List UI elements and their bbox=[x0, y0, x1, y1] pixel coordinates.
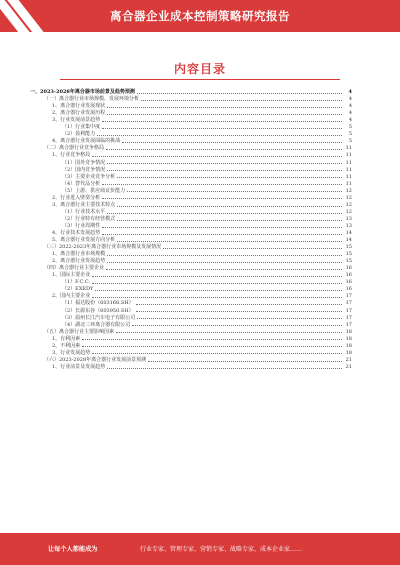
toc-entry-title: （2）盈利能力 bbox=[62, 131, 96, 138]
toc-entry[interactable] bbox=[0, 201, 400, 208]
toc-page-number: 15 bbox=[345, 244, 352, 251]
toc-divider bbox=[60, 79, 340, 80]
toc-entry[interactable] bbox=[0, 187, 400, 194]
toc-leader-dots bbox=[107, 114, 342, 115]
toc-leader-dots bbox=[102, 198, 342, 199]
toc-leader-dots bbox=[136, 311, 342, 312]
toc-leader-dots bbox=[137, 93, 342, 94]
toc-page-number: 12 bbox=[345, 201, 352, 208]
toc-entry-title: （3）主要企业竞争分析 bbox=[62, 173, 116, 180]
toc-entry-title: 1、离合器行业发展现状 bbox=[52, 103, 106, 110]
toc-leader-dots bbox=[102, 234, 342, 235]
toc-page-number: 21 bbox=[345, 363, 352, 370]
toc-entry-title: 1、有利因素 bbox=[52, 335, 81, 342]
toc-entry-title: 2、离合器行业发展历程 bbox=[52, 110, 106, 117]
toc-page-number: 12 bbox=[345, 194, 352, 201]
toc-entry[interactable] bbox=[0, 158, 400, 165]
toc-page-number: 18 bbox=[345, 335, 352, 342]
toc-page-number: 13 bbox=[345, 222, 352, 229]
toc-page-number: 16 bbox=[345, 272, 352, 279]
toc-entry-title: 4、行业技术发展趋势 bbox=[52, 229, 101, 236]
toc-entry-title: 1、行业前景及发展趋势 bbox=[52, 363, 106, 370]
toc-leader-dots bbox=[107, 368, 342, 369]
toc-entry[interactable] bbox=[0, 102, 400, 109]
toc-entry-title: （2）EXEDY bbox=[62, 286, 94, 293]
toc-entry[interactable] bbox=[0, 356, 400, 363]
toc-page-number: 4 bbox=[348, 89, 352, 96]
toc-entry[interactable] bbox=[0, 342, 400, 349]
toc-entry-title: （1）F.C.C. bbox=[62, 279, 90, 286]
toc-entry[interactable] bbox=[0, 292, 400, 299]
toc-leader-dots bbox=[82, 339, 342, 340]
toc-leader-dots bbox=[107, 255, 342, 256]
footer-roles: 行业专家、管理专家、营销专家、战略专家、成本企业家…… bbox=[140, 546, 303, 553]
toc-leader-dots bbox=[102, 128, 342, 129]
toc-entry-title: （二）离合器行业竞争格局 bbox=[44, 145, 105, 152]
toc-leader-dots bbox=[117, 241, 342, 242]
toc-heading: 内容目录 bbox=[173, 62, 226, 76]
toc-page-number: 18 bbox=[345, 342, 352, 349]
toc-entry-title: 1、国际主要企业 bbox=[52, 272, 91, 279]
toc-entry[interactable] bbox=[0, 95, 400, 102]
toc-leader-dots bbox=[107, 262, 342, 263]
toc-entry-title: （2）国内竞争情况 bbox=[62, 166, 106, 173]
toc-page-number: 5 bbox=[348, 138, 352, 145]
toc-leader-dots bbox=[107, 213, 342, 214]
toc-entry[interactable] bbox=[0, 166, 400, 173]
report-title: 离合器企业成本控制策略研究报告 bbox=[110, 9, 290, 23]
toc-leader-dots bbox=[92, 297, 342, 298]
toc-page-number: 4 bbox=[348, 96, 352, 103]
toc-page-number: 17 bbox=[345, 300, 352, 307]
toc-entry-title: 3、离合器行业主要技术特点 bbox=[52, 201, 116, 208]
toc-entry-title: （1）福达股份（603166.SH） bbox=[62, 300, 134, 307]
toc-page-number: 4 bbox=[348, 110, 352, 117]
toc-leader-dots bbox=[102, 184, 342, 185]
toc-entry[interactable] bbox=[0, 335, 400, 342]
toc-entry-title: （五）离合器行业主要影响因素 bbox=[44, 328, 115, 335]
toc-page-number: 4 bbox=[348, 117, 352, 124]
toc-entry-title: 2、离合器行业发展趋势 bbox=[52, 258, 106, 265]
toc-entry-title: 3、行业发展趋势 bbox=[52, 349, 91, 356]
toc-page-number: 17 bbox=[345, 321, 352, 328]
toc-entry-title: （3）行业周期性 bbox=[62, 222, 101, 229]
toc-page-number: 12 bbox=[345, 187, 352, 194]
toc-page-number: 16 bbox=[345, 265, 352, 272]
footer-slogan: 让每个人都能成为 bbox=[48, 546, 98, 553]
toc-entry[interactable] bbox=[0, 144, 400, 151]
toc-leader-dots bbox=[97, 135, 342, 136]
toc-leader-dots bbox=[102, 121, 342, 122]
toc-page-number: 5 bbox=[348, 124, 352, 131]
toc-page-number: 17 bbox=[345, 314, 352, 321]
toc-entry[interactable] bbox=[0, 208, 400, 215]
toc-entry-title: （1）行业技术水平 bbox=[62, 208, 106, 215]
toc-entry-title: （1）国外竞争情况 bbox=[62, 159, 106, 166]
toc-entry-title: 2、行业进入壁垒分析 bbox=[52, 194, 101, 201]
toc-entry[interactable] bbox=[0, 264, 400, 271]
toc-entry[interactable] bbox=[0, 109, 400, 116]
toc-leader-dots bbox=[117, 177, 342, 178]
toc-leader-dots bbox=[122, 142, 342, 143]
toc-leader-dots bbox=[92, 283, 342, 284]
toc-entry-title: （六）2023-2028年离合器行业发展前景预测 bbox=[44, 356, 147, 363]
toc-leader-dots bbox=[127, 191, 342, 192]
toc-leader-dots bbox=[82, 346, 342, 347]
toc-entry-title: （三）2022-2023年离合器行业市场规模及发展情况 bbox=[44, 244, 162, 251]
toc-entry[interactable] bbox=[0, 328, 400, 335]
toc-leader-dots bbox=[116, 332, 342, 333]
toc-page-number: 16 bbox=[345, 279, 352, 286]
toc-entry[interactable] bbox=[0, 123, 400, 130]
toc-entry[interactable] bbox=[0, 349, 400, 356]
toc-page-number: 11 bbox=[345, 180, 352, 187]
toc-entry-title: 4、离合器行业发展面临的挑战 bbox=[52, 138, 121, 145]
toc-leader-dots bbox=[92, 156, 342, 157]
toc-entry[interactable] bbox=[0, 250, 400, 257]
toc-leader-dots bbox=[107, 163, 342, 164]
toc-leader-dots bbox=[95, 290, 342, 291]
toc-entry[interactable] bbox=[0, 151, 400, 158]
toc-entry-title: 1、行业竞争格局 bbox=[52, 152, 91, 159]
toc-page-number: 14 bbox=[345, 237, 352, 244]
toc-entry-title: （四）离合器行业主要企业 bbox=[44, 265, 105, 272]
toc-entry[interactable] bbox=[0, 314, 400, 321]
toc-entry-title: 1、离合器行业市场规模 bbox=[52, 251, 106, 258]
toc-leader-dots bbox=[117, 206, 342, 207]
toc-leader-dots bbox=[132, 325, 342, 326]
toc-entry-title: 5、离合器行业发展方向分析 bbox=[52, 237, 116, 244]
toc-entry[interactable] bbox=[0, 278, 400, 285]
toc-page-number: 16 bbox=[345, 286, 352, 293]
toc-entry-title: 一、2023-2028年离合器市场前景及趋势预测 bbox=[30, 89, 135, 96]
toc-page-number: 11 bbox=[345, 152, 352, 159]
toc-leader-dots bbox=[92, 276, 342, 277]
toc-page-number: 15 bbox=[345, 251, 352, 258]
toc-entry-title: （3）温州长江汽车电子有限公司 bbox=[62, 314, 136, 321]
toc-entry[interactable] bbox=[0, 215, 400, 222]
toc-entry[interactable] bbox=[0, 306, 400, 313]
toc-page-number: 14 bbox=[345, 229, 352, 236]
toc-page-number: 18 bbox=[345, 349, 352, 356]
toc-leader-dots bbox=[137, 318, 342, 319]
toc-entry[interactable] bbox=[0, 194, 400, 201]
toc-page-number: 15 bbox=[345, 258, 352, 265]
toc-entry[interactable] bbox=[0, 363, 400, 370]
toc-entry[interactable] bbox=[0, 257, 400, 264]
toc-entry[interactable] bbox=[0, 321, 400, 328]
toc-entry[interactable] bbox=[0, 222, 400, 229]
toc-entry-title: （2）行业特有经营模式 bbox=[62, 215, 116, 222]
toc-entry-title: 3、行业发展前景趋势 bbox=[52, 117, 101, 124]
toc-entry[interactable] bbox=[0, 236, 400, 243]
toc-entry[interactable] bbox=[0, 88, 400, 95]
toc-entry[interactable] bbox=[0, 229, 400, 236]
toc-leader-dots bbox=[136, 304, 342, 305]
toc-leader-dots bbox=[107, 170, 342, 171]
toc-leader-dots bbox=[107, 107, 342, 108]
toc-leader-dots bbox=[163, 248, 342, 249]
toc-page-number: 18 bbox=[345, 328, 352, 335]
toc-entry[interactable] bbox=[0, 299, 400, 306]
toc-page-number: 12 bbox=[345, 208, 352, 215]
toc-entry-title: （5）上游、供应商议价能力 bbox=[62, 187, 126, 194]
toc-entry-title: （1）行业集中度 bbox=[62, 124, 101, 131]
toc-page-number: 11 bbox=[345, 166, 352, 173]
table-of-contents bbox=[0, 88, 400, 370]
toc-page-number: 11 bbox=[345, 145, 352, 152]
toc-page-number: 11 bbox=[345, 173, 352, 180]
toc-leader-dots bbox=[148, 361, 342, 362]
toc-page-number: 17 bbox=[345, 293, 352, 300]
toc-entry[interactable] bbox=[0, 116, 400, 123]
report-header bbox=[0, 0, 400, 32]
toc-page-number: 21 bbox=[345, 356, 352, 363]
toc-leader-dots bbox=[106, 269, 342, 270]
toc-entry[interactable] bbox=[0, 130, 400, 137]
toc-leader-dots bbox=[92, 353, 342, 354]
toc-entry[interactable] bbox=[0, 243, 400, 250]
toc-leader-dots bbox=[102, 227, 342, 228]
toc-page-number: 17 bbox=[345, 307, 352, 314]
toc-entry-title: （2）长源东谷（603950.SH） bbox=[62, 307, 134, 314]
toc-leader-dots bbox=[106, 149, 342, 150]
toc-leader-dots bbox=[117, 220, 342, 221]
toc-entry-title: 2、不利因素 bbox=[52, 342, 81, 349]
toc-entry-title: 2、国内主要企业 bbox=[52, 293, 91, 300]
toc-leader-dots bbox=[141, 100, 342, 101]
toc-entry-title: （一）离合器行业市场规模、发展环境分析 bbox=[44, 96, 140, 103]
toc-entry[interactable] bbox=[0, 271, 400, 278]
toc-page-number: 4 bbox=[348, 103, 352, 110]
toc-entry[interactable] bbox=[0, 137, 400, 144]
toc-entry[interactable] bbox=[0, 180, 400, 187]
toc-page-number: 13 bbox=[345, 215, 352, 222]
toc-entry-title: （4）湖北三环离合器有限公司 bbox=[62, 321, 131, 328]
toc-page-number: 5 bbox=[348, 131, 352, 138]
toc-page-number: 11 bbox=[345, 159, 352, 166]
toc-entry[interactable] bbox=[0, 285, 400, 292]
toc-entry[interactable] bbox=[0, 173, 400, 180]
toc-entry-title: （4）替代品分析 bbox=[62, 180, 101, 187]
report-footer bbox=[0, 533, 400, 565]
